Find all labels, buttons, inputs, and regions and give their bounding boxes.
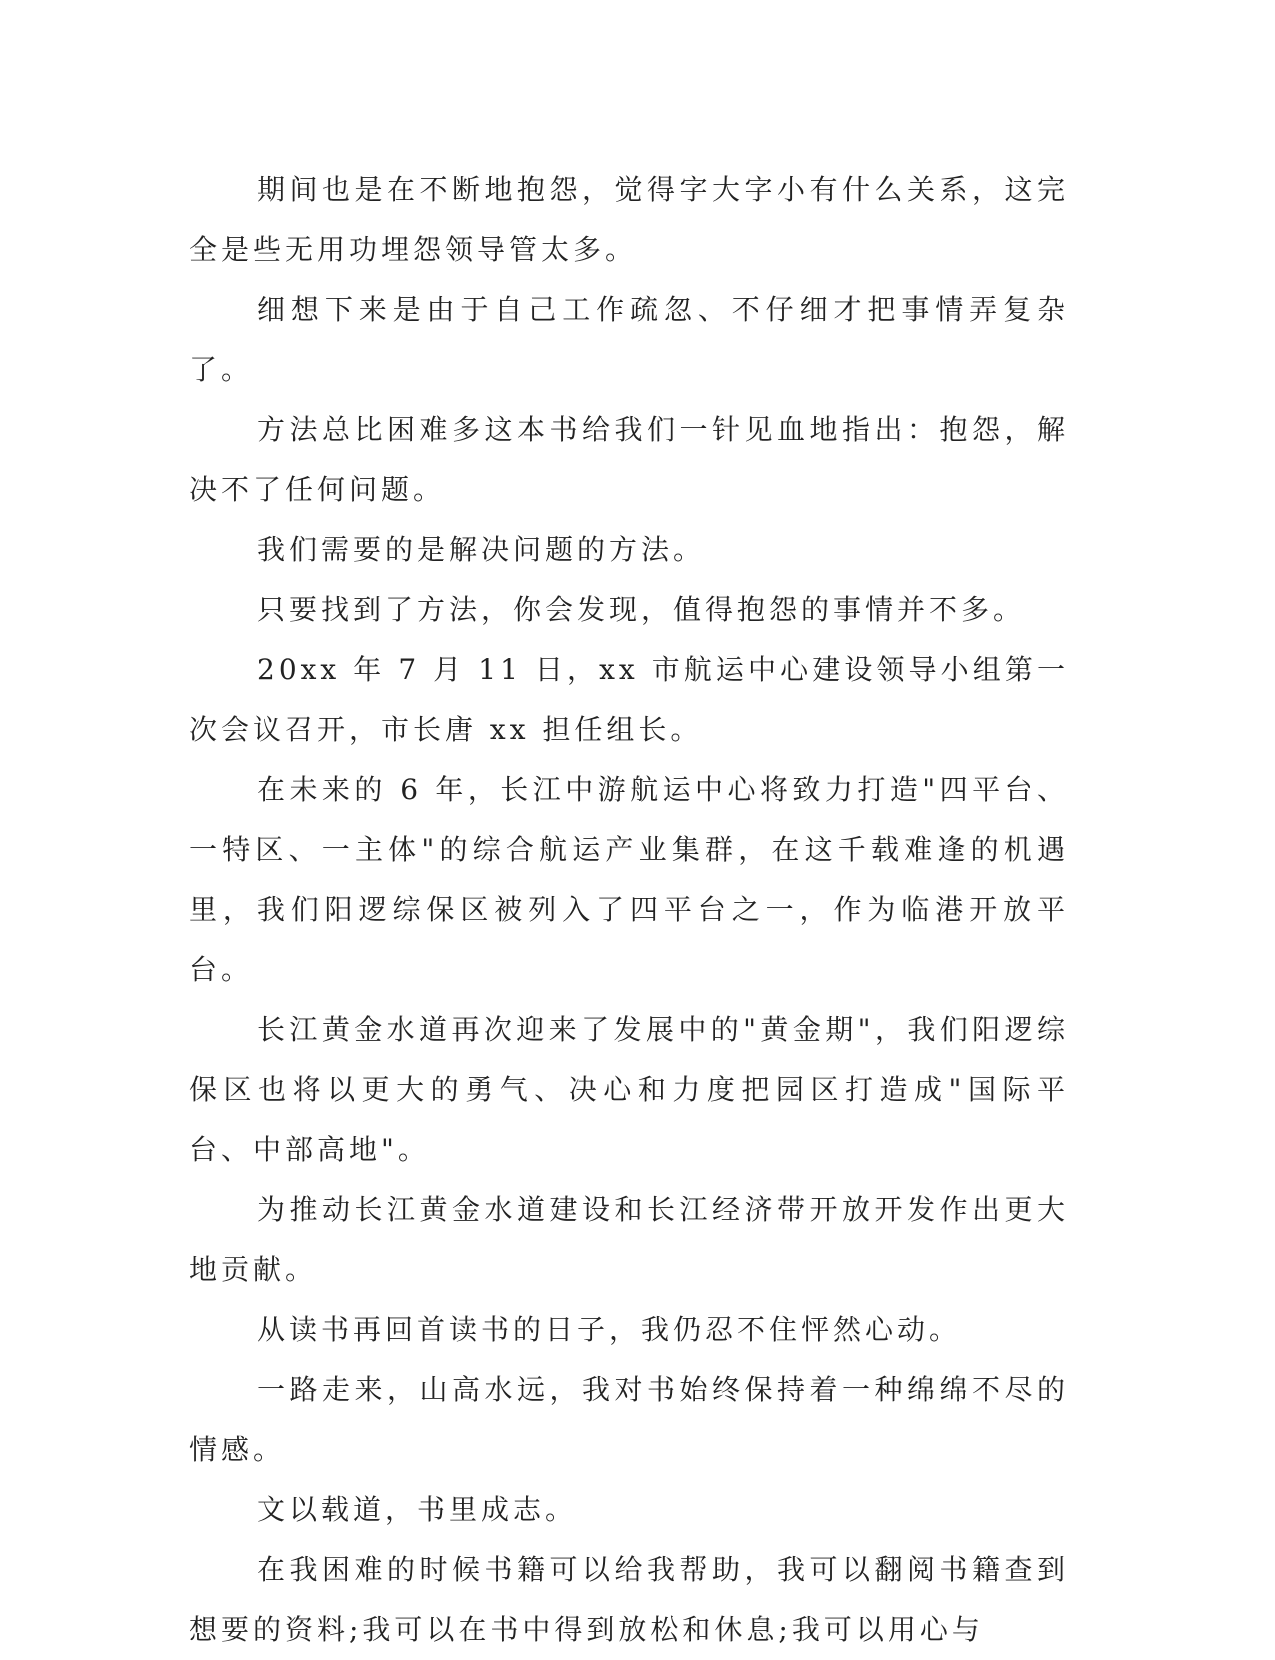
paragraph-8: 长江黄金水道再次迎来了发展中的"黄金期"，我们阳逻综保区也将以更大的勇气、决心和力度把园区打造成"国际平台、中部高地"。 <box>189 1013 1069 1166</box>
paragraph-1: 期间也是在不断地抱怨，觉得字大字小有什么关系，这完全是些无用功埋怨领导管太多。 <box>189 173 1069 266</box>
paragraph-13: 在我困难的时候书籍可以给我帮助，我可以翻阅书籍查到想要的资料;我可以在书中得到放松和休息;我可以用心与 <box>189 1553 1069 1646</box>
paragraph-11: 一路走来，山高水远，我对书始终保持着一种绵绵不尽的情感。 <box>189 1373 1069 1466</box>
document-body <box>189 160 1069 1660</box>
paragraph-5: 只要找到了方法，你会发现，值得抱怨的事情并不多。 <box>257 593 1026 626</box>
paragraph-6: 20xx 年 7 月 11 日，xx 市航运中心建设领导小组第一次会议召开，市长唐 xx 担任组长。 <box>189 653 1069 746</box>
paragraph-10: 从读书再回首读书的日子，我仍忍不住怦然心动。 <box>257 1313 962 1346</box>
paragraph-3: 方法总比困难多这本书给我们一针见血地指出：抱怨，解决不了任何问题。 <box>189 413 1069 506</box>
paragraph-4: 我们需要的是解决问题的方法。 <box>257 533 706 566</box>
paragraph-2: 细想下来是由于自己工作疏忽、不仔细才把事情弄复杂了。 <box>189 293 1069 386</box>
paragraph-9: 为推动长江黄金水道建设和长江经济带开放开发作出更大地贡献。 <box>189 1193 1069 1286</box>
paragraph-7: 在未来的 6 年，长江中游航运中心将致力打造"四平台、一特区、一主体"的综合航运产业集群，在这千载难逢的机遇里，我们阳逻综保区被列入了四平台之一，作为临港开放平台。 <box>189 773 1069 986</box>
paragraph-12: 文以载道，书里成志。 <box>257 1493 578 1526</box>
